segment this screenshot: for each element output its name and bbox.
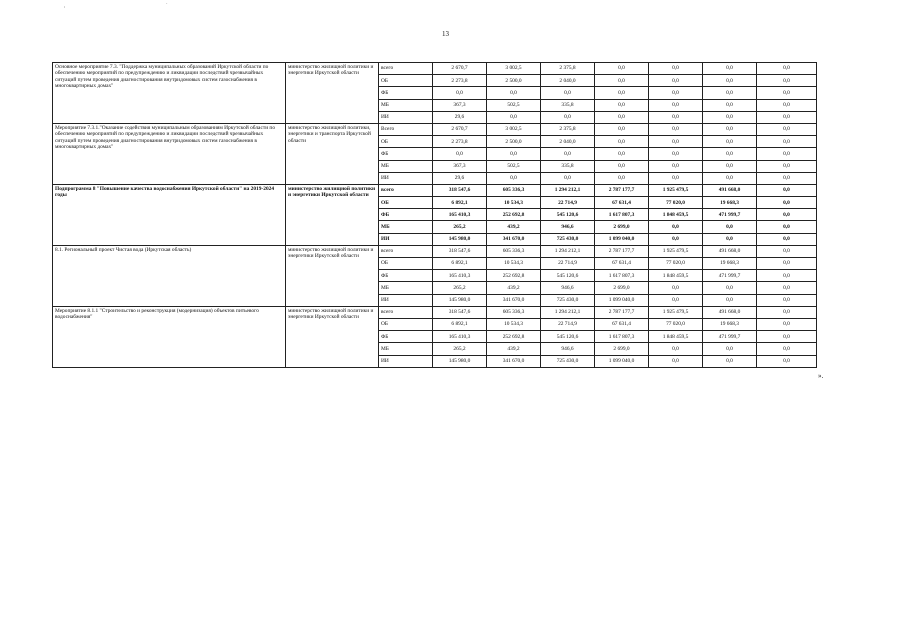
amount-cell: 0,0 bbox=[703, 355, 757, 367]
amount-cell: 2 500,0 bbox=[487, 136, 541, 148]
amount-cell: 0,0 bbox=[595, 136, 649, 148]
amount-cell: 502,5 bbox=[487, 99, 541, 111]
amount-cell: 0,0 bbox=[649, 160, 703, 172]
amount-cell: 165 410,3 bbox=[433, 270, 487, 282]
amount-cell: 1 099 040,0 bbox=[595, 233, 649, 245]
amount-cell: 0,0 bbox=[703, 343, 757, 355]
amount-cell: 318 547,6 bbox=[433, 306, 487, 318]
amount-cell: 6 892,1 bbox=[433, 197, 487, 209]
amount-cell: 0,0 bbox=[757, 197, 817, 209]
amount-cell: 0,0 bbox=[649, 282, 703, 294]
amount-cell: 0,0 bbox=[595, 75, 649, 87]
amount-cell: 2 699,0 bbox=[595, 343, 649, 355]
amount-cell: 0,0 bbox=[703, 282, 757, 294]
amount-cell: 0,0 bbox=[649, 355, 703, 367]
scan-speck: , bbox=[64, 4, 66, 9]
closing-quote-mark: ». bbox=[818, 372, 824, 380]
amount-cell: 77 020,0 bbox=[649, 197, 703, 209]
amount-cell: 265,2 bbox=[433, 343, 487, 355]
amount-cell: 605 336,3 bbox=[487, 245, 541, 257]
amount-cell: 0,0 bbox=[541, 111, 595, 123]
amount-cell: 0,0 bbox=[433, 148, 487, 160]
amount-cell: 3 002,5 bbox=[487, 123, 541, 135]
amount-cell: 0,0 bbox=[757, 111, 817, 123]
amount-cell: 0,0 bbox=[757, 331, 817, 343]
responsible-executor-cell: министерство жилищной политики и энергетики Иркутской области bbox=[286, 245, 379, 306]
amount-cell: 1 925 479,5 bbox=[649, 184, 703, 196]
amount-cell: 0,0 bbox=[757, 148, 817, 160]
table-row bbox=[53, 306, 817, 318]
amount-cell: 491 668,0 bbox=[703, 306, 757, 318]
amount-cell: 2 670,7 bbox=[433, 63, 487, 75]
amount-cell: 2 787 177,7 bbox=[595, 184, 649, 196]
funding-source-cell: ФБ bbox=[379, 270, 433, 282]
amount-cell: 67 631,4 bbox=[595, 197, 649, 209]
amount-cell: 265,2 bbox=[433, 221, 487, 233]
amount-cell: 0,0 bbox=[757, 258, 817, 270]
amount-cell: 0,0 bbox=[757, 221, 817, 233]
amount-cell: 252 692,8 bbox=[487, 209, 541, 221]
amount-cell: 335,8 bbox=[541, 160, 595, 172]
responsible-executor-cell: министерство жилищной политики и энергетики Иркутской области bbox=[286, 63, 379, 124]
amount-cell: 0,0 bbox=[595, 160, 649, 172]
amount-cell: 0,0 bbox=[595, 172, 649, 184]
amount-cell: 502,5 bbox=[487, 160, 541, 172]
amount-cell: 1 848 459,5 bbox=[649, 331, 703, 343]
amount-cell: 1 099 040,0 bbox=[595, 355, 649, 367]
amount-cell: 0,0 bbox=[757, 355, 817, 367]
amount-cell: 1 099 040,0 bbox=[595, 294, 649, 306]
amount-cell: 6 892,1 bbox=[433, 318, 487, 330]
amount-cell: 0,0 bbox=[757, 63, 817, 75]
funding-source-cell: ОБ bbox=[379, 318, 433, 330]
amount-cell: 0,0 bbox=[757, 99, 817, 111]
amount-cell: 145 980,0 bbox=[433, 233, 487, 245]
amount-cell: 0,0 bbox=[703, 148, 757, 160]
amount-cell: 0,0 bbox=[757, 343, 817, 355]
amount-cell: 439,2 bbox=[487, 282, 541, 294]
amount-cell: 252 692,8 bbox=[487, 270, 541, 282]
budget-table-body bbox=[53, 63, 817, 368]
amount-cell: 0,0 bbox=[595, 63, 649, 75]
amount-cell: 1 294 212,1 bbox=[541, 306, 595, 318]
amount-cell: 0,0 bbox=[757, 87, 817, 99]
amount-cell: 545 120,6 bbox=[541, 270, 595, 282]
funding-source-cell: ФБ bbox=[379, 331, 433, 343]
amount-cell: 605 336,3 bbox=[487, 184, 541, 196]
amount-cell: 0,0 bbox=[595, 148, 649, 160]
amount-cell: 19 668,3 bbox=[703, 318, 757, 330]
responsible-executor-cell: министерство жилищной политики и энергетики Иркутской области bbox=[286, 306, 379, 367]
amount-cell: 77 020,0 bbox=[649, 318, 703, 330]
table-row bbox=[53, 245, 817, 257]
amount-cell: 1 617 807,3 bbox=[595, 209, 649, 221]
amount-cell: 0,0 bbox=[757, 318, 817, 330]
funding-source-cell: всего bbox=[379, 306, 433, 318]
amount-cell: 0,0 bbox=[487, 111, 541, 123]
table-row bbox=[53, 63, 817, 75]
amount-cell: 0,0 bbox=[649, 343, 703, 355]
amount-cell: 1 617 807,3 bbox=[595, 270, 649, 282]
amount-cell: 439,2 bbox=[487, 221, 541, 233]
amount-cell: 67 631,4 bbox=[595, 258, 649, 270]
amount-cell: 165 410,3 bbox=[433, 209, 487, 221]
amount-cell: 0,0 bbox=[703, 63, 757, 75]
amount-cell: 0,0 bbox=[703, 221, 757, 233]
amount-cell: 2 040,0 bbox=[541, 75, 595, 87]
amount-cell: 2 040,0 bbox=[541, 136, 595, 148]
amount-cell: 2 500,0 bbox=[487, 75, 541, 87]
amount-cell: 2 375,8 bbox=[541, 63, 595, 75]
amount-cell: 1 848 459,5 bbox=[649, 270, 703, 282]
amount-cell: 0,0 bbox=[757, 245, 817, 257]
funding-source-cell: ОБ bbox=[379, 75, 433, 87]
amount-cell: 10 534,3 bbox=[487, 318, 541, 330]
amount-cell: 2 699,0 bbox=[595, 282, 649, 294]
amount-cell: 0,0 bbox=[703, 99, 757, 111]
amount-cell: 0,0 bbox=[649, 63, 703, 75]
amount-cell: 77 020,0 bbox=[649, 258, 703, 270]
amount-cell: 946,6 bbox=[541, 343, 595, 355]
funding-source-cell: МБ bbox=[379, 343, 433, 355]
amount-cell: 0,0 bbox=[595, 111, 649, 123]
amount-cell: 0,0 bbox=[757, 136, 817, 148]
amount-cell: 22 714,9 bbox=[541, 318, 595, 330]
amount-cell: 0,0 bbox=[487, 172, 541, 184]
amount-cell: 1 848 459,5 bbox=[649, 209, 703, 221]
amount-cell: 145 980,0 bbox=[433, 355, 487, 367]
amount-cell: 0,0 bbox=[757, 282, 817, 294]
funding-source-cell: МБ bbox=[379, 160, 433, 172]
amount-cell: 725 430,0 bbox=[541, 294, 595, 306]
amount-cell: 0,0 bbox=[757, 184, 817, 196]
amount-cell: 491 668,0 bbox=[703, 184, 757, 196]
amount-cell: 19 668,3 bbox=[703, 258, 757, 270]
responsible-executor-cell: министерство жилищной политики, энергетики и транспорта Иркутской области bbox=[286, 123, 379, 184]
amount-cell: 10 534,3 bbox=[487, 258, 541, 270]
amount-cell: 0,0 bbox=[649, 148, 703, 160]
amount-cell: 545 120,6 bbox=[541, 331, 595, 343]
amount-cell: 341 670,0 bbox=[487, 233, 541, 245]
amount-cell: 67 631,4 bbox=[595, 318, 649, 330]
amount-cell: 1 925 479,5 bbox=[649, 245, 703, 257]
amount-cell: 145 980,0 bbox=[433, 294, 487, 306]
funding-source-cell: ОБ bbox=[379, 197, 433, 209]
amount-cell: 2 273,8 bbox=[433, 75, 487, 87]
amount-cell: 265,2 bbox=[433, 282, 487, 294]
amount-cell: 341 670,0 bbox=[487, 355, 541, 367]
amount-cell: 6 892,1 bbox=[433, 258, 487, 270]
amount-cell: 0,0 bbox=[703, 136, 757, 148]
amount-cell: 341 670,0 bbox=[487, 294, 541, 306]
amount-cell: 946,6 bbox=[541, 282, 595, 294]
amount-cell: 0,0 bbox=[649, 221, 703, 233]
funding-source-cell: МБ bbox=[379, 99, 433, 111]
amount-cell: 0,0 bbox=[649, 172, 703, 184]
amount-cell: 2 375,8 bbox=[541, 123, 595, 135]
funding-source-cell: МБ bbox=[379, 221, 433, 233]
amount-cell: 0,0 bbox=[757, 306, 817, 318]
amount-cell: 725 430,0 bbox=[541, 355, 595, 367]
amount-cell: 0,0 bbox=[595, 99, 649, 111]
amount-cell: 0,0 bbox=[649, 136, 703, 148]
amount-cell: 367,3 bbox=[433, 160, 487, 172]
amount-cell: 0,0 bbox=[649, 111, 703, 123]
amount-cell: 1 617 807,3 bbox=[595, 331, 649, 343]
funding-source-cell: всего bbox=[379, 184, 433, 196]
amount-cell: 318 547,6 bbox=[433, 245, 487, 257]
amount-cell: 725 430,0 bbox=[541, 233, 595, 245]
amount-cell: 491 668,0 bbox=[703, 245, 757, 257]
amount-cell: 0,0 bbox=[595, 123, 649, 135]
amount-cell: 0,0 bbox=[703, 75, 757, 87]
amount-cell: 2 670,7 bbox=[433, 123, 487, 135]
amount-cell: 0,0 bbox=[703, 233, 757, 245]
funding-source-cell: ОБ bbox=[379, 136, 433, 148]
amount-cell: 0,0 bbox=[487, 87, 541, 99]
amount-cell: 318 547,6 bbox=[433, 184, 487, 196]
funding-source-cell: ФБ bbox=[379, 87, 433, 99]
funding-source-cell: ИИ bbox=[379, 172, 433, 184]
amount-cell: 439,2 bbox=[487, 343, 541, 355]
amount-cell: 2 787 177,7 bbox=[595, 306, 649, 318]
amount-cell: 0,0 bbox=[649, 87, 703, 99]
amount-cell: 0,0 bbox=[433, 87, 487, 99]
amount-cell: 0,0 bbox=[757, 209, 817, 221]
amount-cell: 0,0 bbox=[541, 148, 595, 160]
amount-cell: 10 534,3 bbox=[487, 197, 541, 209]
amount-cell: 0,0 bbox=[595, 87, 649, 99]
amount-cell: 471 999,7 bbox=[703, 209, 757, 221]
amount-cell: 29,6 bbox=[433, 172, 487, 184]
funding-source-cell: Всего bbox=[379, 123, 433, 135]
funding-source-cell: ФБ bbox=[379, 209, 433, 221]
program-name-cell: Мероприятие 7.3.1."Оказание содействия муниципальным образованиям Иркутской области по обеспечению мероприятий по предупреждению и ликвидации последствий чрезвычайных ситуаций путем проведения диагностирования внутридомовых систем газоснабжения в многоквартирных домах" bbox=[53, 123, 286, 184]
table-row bbox=[53, 123, 817, 135]
funding-source-cell: всего bbox=[379, 245, 433, 257]
responsible-executor-cell: министерство жилищной политики и энергетики Иркутской области bbox=[286, 184, 379, 245]
amount-cell: 0,0 bbox=[703, 172, 757, 184]
program-name-cell: 8.1. Региональный проект Чистая вода (Иркутская область) bbox=[53, 245, 286, 306]
amount-cell: 946,6 bbox=[541, 221, 595, 233]
amount-cell: 367,3 bbox=[433, 99, 487, 111]
amount-cell: 0,0 bbox=[757, 160, 817, 172]
amount-cell: 471 999,7 bbox=[703, 331, 757, 343]
amount-cell: 0,0 bbox=[649, 233, 703, 245]
amount-cell: 252 692,8 bbox=[487, 331, 541, 343]
amount-cell: 2 273,8 bbox=[433, 136, 487, 148]
amount-cell: 0,0 bbox=[703, 111, 757, 123]
funding-source-cell: ИИ bbox=[379, 355, 433, 367]
amount-cell: 29,6 bbox=[433, 111, 487, 123]
amount-cell: 22 714,9 bbox=[541, 258, 595, 270]
amount-cell: 471 999,7 bbox=[703, 270, 757, 282]
amount-cell: 335,8 bbox=[541, 99, 595, 111]
amount-cell: 1 925 479,5 bbox=[649, 306, 703, 318]
funding-source-cell: всего bbox=[379, 63, 433, 75]
amount-cell: 165 410,3 bbox=[433, 331, 487, 343]
amount-cell: 0,0 bbox=[757, 294, 817, 306]
budget-table bbox=[52, 62, 817, 368]
funding-source-cell: ОБ bbox=[379, 258, 433, 270]
amount-cell: 0,0 bbox=[541, 172, 595, 184]
amount-cell: 0,0 bbox=[703, 294, 757, 306]
page-number: 13 bbox=[442, 30, 449, 38]
amount-cell: 3 002,5 bbox=[487, 63, 541, 75]
funding-source-cell: МБ bbox=[379, 282, 433, 294]
scan-speck: · bbox=[166, 2, 168, 7]
amount-cell: 0,0 bbox=[649, 75, 703, 87]
amount-cell: 0,0 bbox=[757, 123, 817, 135]
amount-cell: 605 336,3 bbox=[487, 306, 541, 318]
budget-table-wrapper bbox=[52, 62, 816, 368]
amount-cell: 0,0 bbox=[757, 172, 817, 184]
funding-source-cell: ИИ bbox=[379, 111, 433, 123]
amount-cell: 0,0 bbox=[541, 87, 595, 99]
amount-cell: 2 699,0 bbox=[595, 221, 649, 233]
table-row bbox=[53, 184, 817, 196]
funding-source-cell: ИИ bbox=[379, 294, 433, 306]
amount-cell: 0,0 bbox=[757, 233, 817, 245]
amount-cell: 2 787 177,7 bbox=[595, 245, 649, 257]
program-name-cell: Мероприятие 8.1.1 "Строительство и реконструкция (модернизация) объектов питьевого водоснабжения" bbox=[53, 306, 286, 367]
amount-cell: 1 294 212,1 bbox=[541, 184, 595, 196]
amount-cell: 0,0 bbox=[649, 123, 703, 135]
amount-cell: 545 120,6 bbox=[541, 209, 595, 221]
amount-cell: 0,0 bbox=[487, 148, 541, 160]
program-name-cell: Основное мероприятие 7.3. "Поддержка муниципальных образований Иркутской области по обеспечению мероприятий по предупреждению и ликвидации последствий чрезвычайных ситуаций путем проведения диагностирования внутридомовых систем газоснабжения в многоквартирных домах" bbox=[53, 63, 286, 124]
amount-cell: 0,0 bbox=[757, 270, 817, 282]
program-name-cell: Подпрограмма 8 "Повышение качества водоснабжения Иркутской области" на 2019-2024 годы bbox=[53, 184, 286, 245]
amount-cell: 22 714,9 bbox=[541, 197, 595, 209]
amount-cell: 1 294 212,1 bbox=[541, 245, 595, 257]
amount-cell: 0,0 bbox=[757, 75, 817, 87]
amount-cell: 0,0 bbox=[703, 123, 757, 135]
funding-source-cell: ФБ bbox=[379, 148, 433, 160]
amount-cell: 0,0 bbox=[703, 87, 757, 99]
amount-cell: 0,0 bbox=[649, 99, 703, 111]
funding-source-cell: ИИ bbox=[379, 233, 433, 245]
amount-cell: 19 668,3 bbox=[703, 197, 757, 209]
amount-cell: 0,0 bbox=[703, 160, 757, 172]
amount-cell: 0,0 bbox=[649, 294, 703, 306]
